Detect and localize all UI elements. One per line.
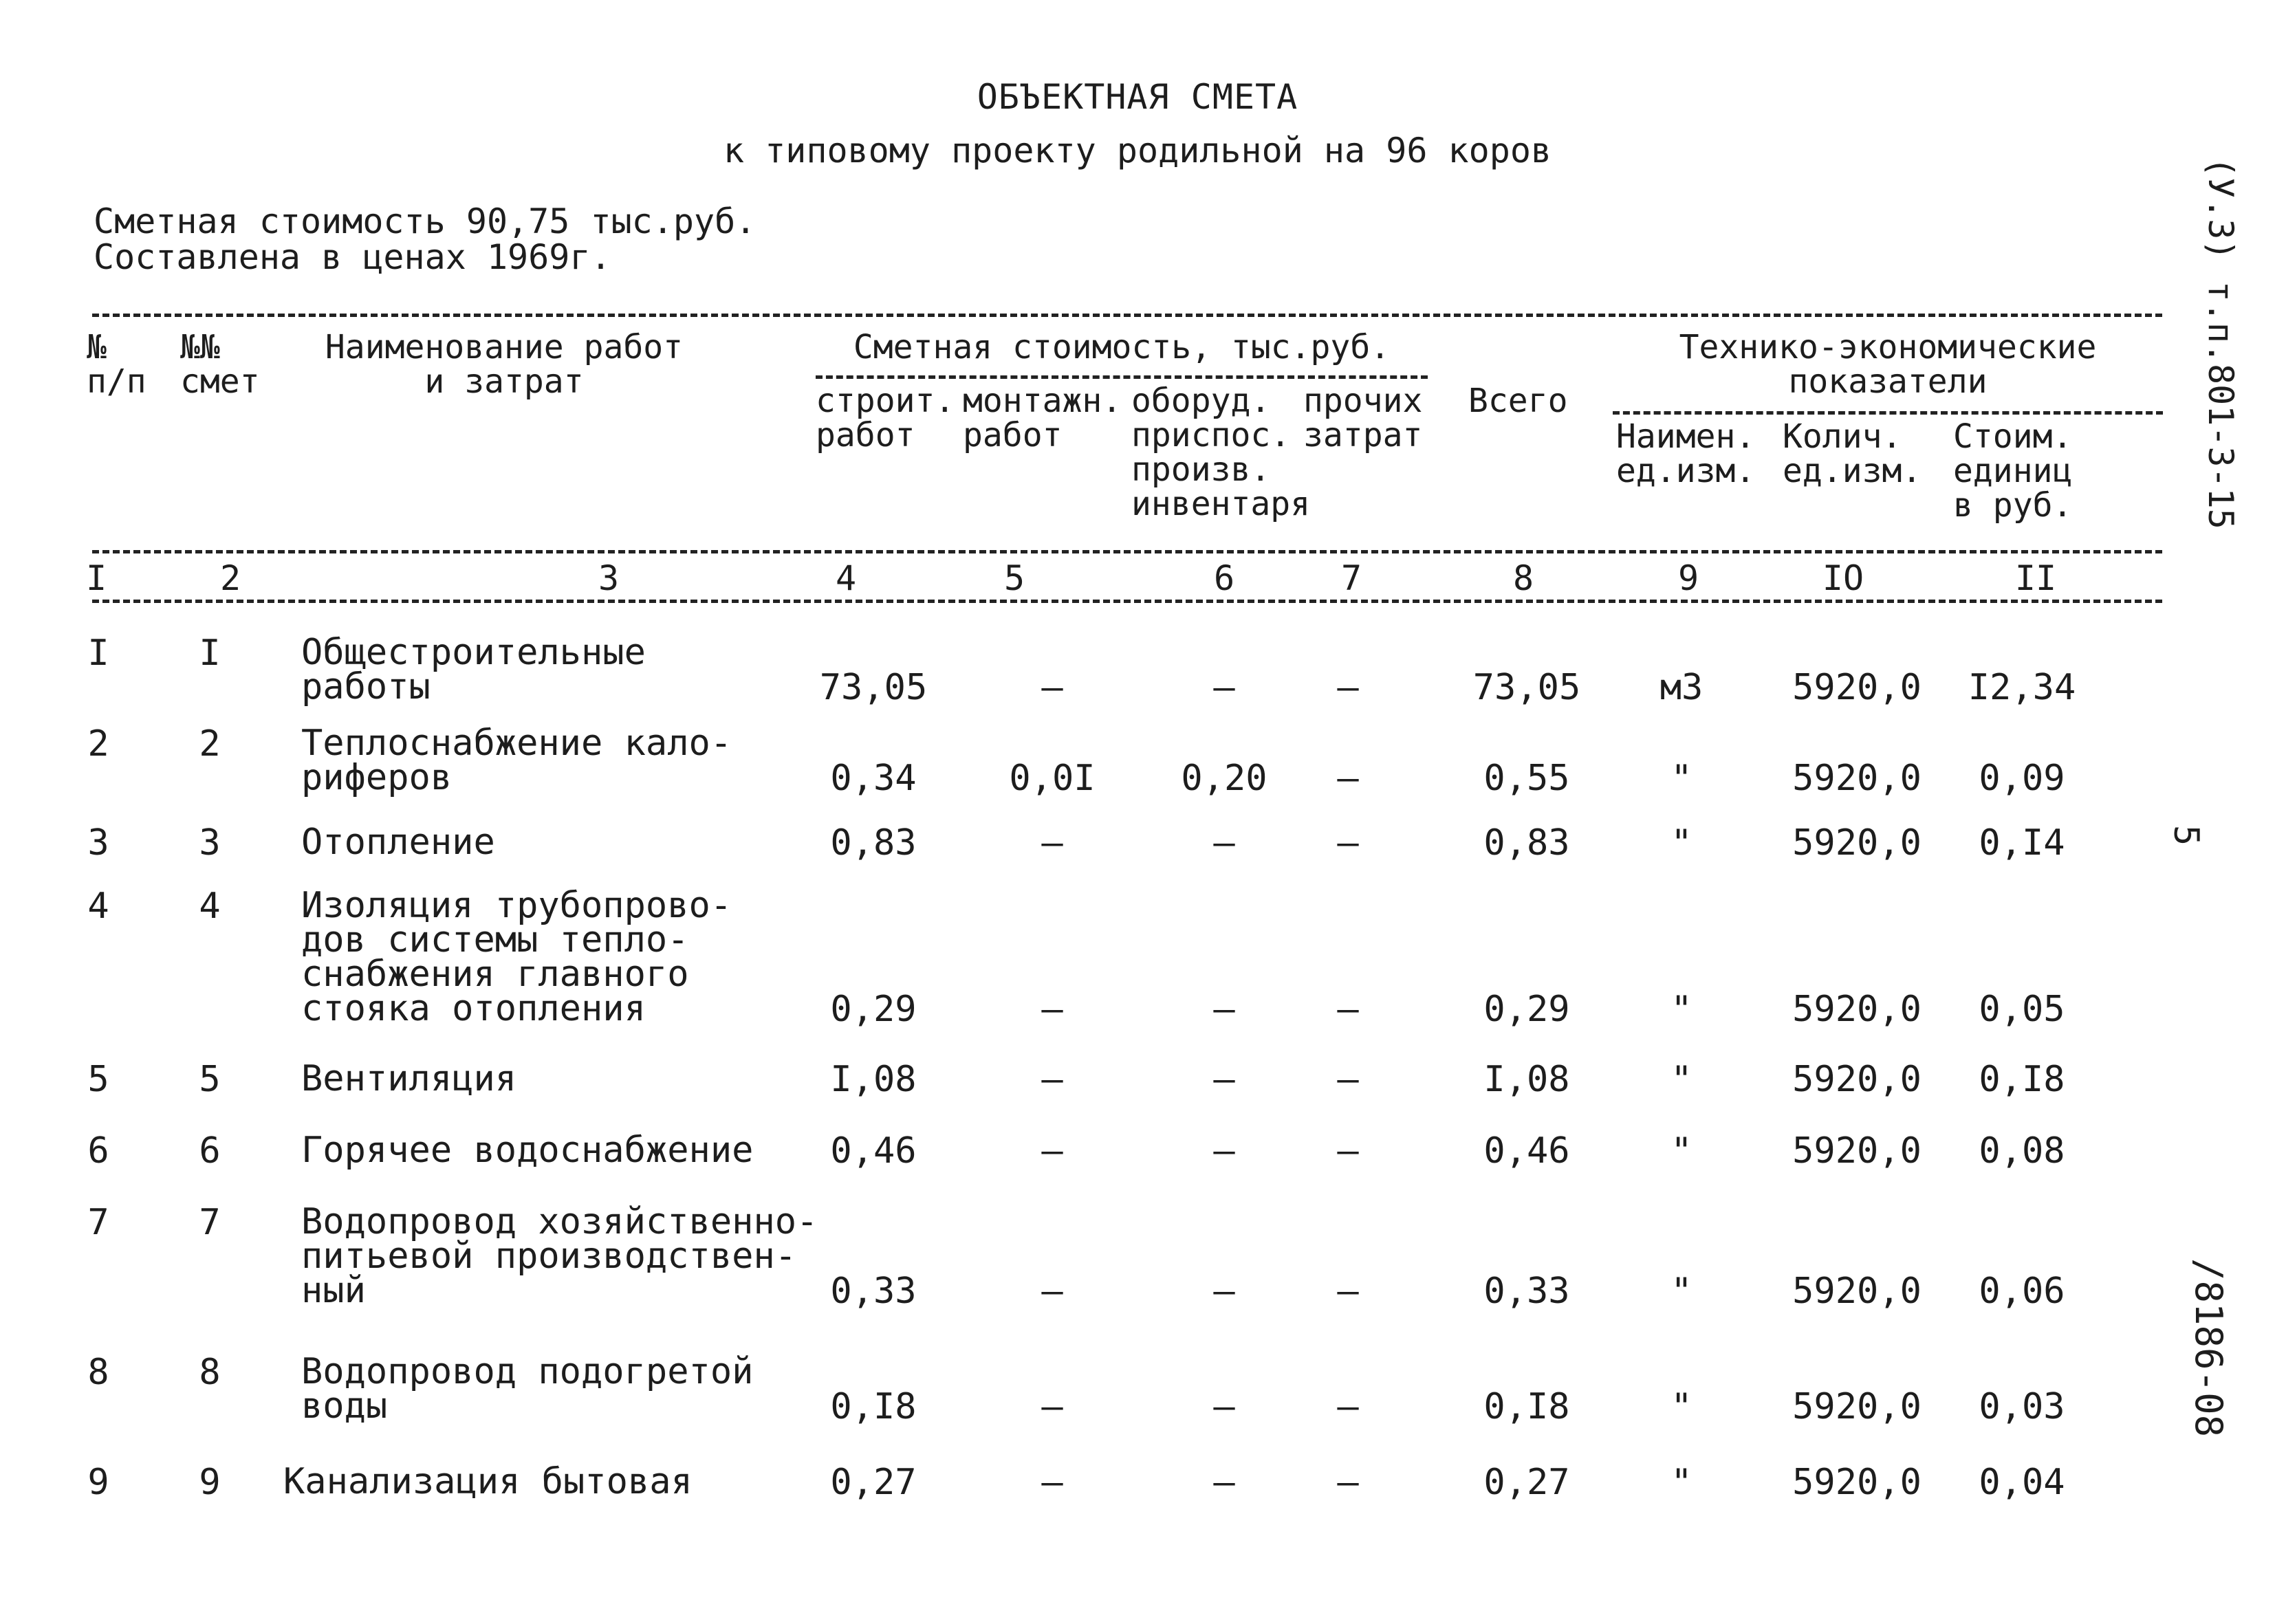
unit-cost-cell: 0,I8 [1979, 1059, 2065, 1100]
row-number-cell: I [87, 633, 109, 674]
unit-cost-cell: 0,05 [1979, 989, 2065, 1030]
unit-cell: " [1670, 1386, 1692, 1427]
document-title: ОБЪЕКТНАЯ СМЕТА [977, 77, 1298, 117]
unit-cost-cell: 0,04 [1979, 1462, 2065, 1503]
header-total: Всего [1468, 382, 1568, 420]
unit-cell: " [1670, 1462, 1692, 1503]
unit-cost-cell: 0,06 [1979, 1271, 2065, 1312]
installation-cost-cell: – [1041, 1271, 1063, 1312]
equipment-cost-cell: 0,20 [1181, 758, 1267, 799]
work-name-cell: Теплоснабжение кало- риферов [301, 723, 732, 798]
column-number: 6 [1213, 558, 1235, 598]
construction-cost-cell: 0,46 [830, 1130, 917, 1172]
total-cost-cell: 0,33 [1483, 1271, 1570, 1312]
unit-cell: " [1670, 989, 1692, 1030]
quantity-cell: 5920,0 [1792, 667, 1922, 708]
work-name-cell: Общестроительные работы [301, 632, 646, 707]
column-number: 8 [1512, 558, 1534, 598]
other-cost-cell: – [1337, 822, 1359, 864]
installation-cost-cell: – [1041, 1059, 1063, 1100]
header-estimate-no: №№ смет [180, 328, 260, 401]
row-number-cell: 9 [87, 1462, 109, 1503]
installation-cost-cell: – [1041, 667, 1063, 708]
estimate-number-cell: 9 [199, 1462, 221, 1503]
other-cost-cell: – [1337, 667, 1359, 708]
total-cost-cell: 0,83 [1483, 822, 1570, 864]
estimate-number-cell: 7 [199, 1202, 221, 1243]
project-code-note: (У.3) т.п.801-3-15 [2201, 157, 2241, 529]
construction-cost-cell: 0,27 [830, 1462, 917, 1503]
unit-cost-cell: 0,09 [1979, 758, 2065, 799]
column-number: 3 [598, 558, 620, 598]
unit-cost-cell: 0,I4 [1979, 822, 2065, 864]
construction-cost-cell: 0,33 [830, 1271, 917, 1312]
installation-cost-cell: – [1041, 989, 1063, 1030]
column-number: 9 [1677, 558, 1699, 598]
quantity-cell: 5920,0 [1792, 822, 1922, 864]
work-name-cell: Вентиляция [301, 1058, 517, 1099]
header-name: Наименование работ и затрат [325, 328, 684, 401]
header-construction: строит. работ [816, 382, 955, 454]
other-cost-cell: – [1337, 1271, 1359, 1312]
estimate-number-cell: 4 [199, 886, 221, 927]
quantity-cell: 5920,0 [1792, 1130, 1922, 1172]
unit-cell: " [1670, 758, 1692, 799]
work-name-cell: Водопровод хозяйственно- питьевой производствен- ный [301, 1201, 818, 1311]
estimate-number-cell: 5 [199, 1059, 221, 1100]
page-number: 5 [2166, 825, 2206, 846]
column-number: 4 [835, 558, 857, 598]
installation-cost-cell: 0,0I [1009, 758, 1096, 799]
other-cost-cell: – [1337, 1059, 1359, 1100]
header-tech-group: Технико-экономические показатели [1679, 328, 2097, 401]
quantity-cell: 5920,0 [1792, 758, 1922, 799]
other-cost-cell: – [1337, 758, 1359, 799]
total-cost-cell: 0,55 [1483, 758, 1570, 799]
row-number-cell: 2 [87, 723, 109, 765]
equipment-cost-cell: – [1213, 1462, 1235, 1503]
construction-cost-cell: 73,05 [819, 667, 928, 708]
tech-group-rule [1613, 411, 2163, 415]
estimate-number-cell: 8 [199, 1352, 221, 1393]
total-cost-cell: 0,29 [1483, 989, 1570, 1030]
column-numbers-rule [92, 600, 2162, 603]
header-quantity: Колич. ед.изм. [1783, 417, 1922, 490]
column-number: 5 [1003, 558, 1025, 598]
row-number-cell: 5 [87, 1059, 109, 1100]
header-no: № п/п [87, 328, 146, 401]
prices-year-line: Составлена в ценах 1969г. [94, 237, 611, 277]
header-other: прочих затрат [1303, 382, 1423, 454]
other-cost-cell: – [1337, 1462, 1359, 1503]
work-name-cell: Горячее водоснабжение [301, 1130, 754, 1171]
equipment-cost-cell: – [1213, 667, 1235, 708]
row-number-cell: 6 [87, 1130, 109, 1172]
header-cost-group: Сметная стоимость, тыс.руб. [853, 328, 1391, 366]
header-installation: монтажн. работ [963, 382, 1122, 454]
column-number: IO [1822, 558, 1864, 598]
unit-cell: " [1670, 1130, 1692, 1172]
quantity-cell: 5920,0 [1792, 989, 1922, 1030]
header-equipment: оборуд. приспос. произв. инвентаря [1131, 382, 1311, 523]
estimate-number-cell: 2 [199, 723, 221, 765]
quantity-cell: 5920,0 [1792, 1059, 1922, 1100]
installation-cost-cell: – [1041, 1130, 1063, 1172]
column-number: 2 [219, 558, 241, 598]
total-cost-cell: 73,05 [1472, 667, 1581, 708]
row-number-cell: 3 [87, 822, 109, 864]
equipment-cost-cell: – [1213, 1059, 1235, 1100]
work-name-cell: Изоляция трубопрово- дов системы тепло- снабжения главного стояка отопления [301, 885, 732, 1029]
installation-cost-cell: – [1041, 1386, 1063, 1427]
work-name-cell: Водопровод подогретой воды [301, 1351, 754, 1427]
other-cost-cell: – [1337, 989, 1359, 1030]
document-number-note: /8186-08 [2187, 1258, 2230, 1438]
column-number: I [85, 558, 107, 598]
unit-cell: " [1670, 822, 1692, 864]
estimate-number-cell: I [199, 633, 221, 674]
total-cost-cell: 0,I8 [1483, 1386, 1570, 1427]
cost-group-rule [816, 375, 1428, 379]
work-name-cell: Отопление [301, 822, 495, 863]
document-subtitle: к типовому проекту родильной на 96 коров [723, 131, 1552, 171]
equipment-cost-cell: – [1213, 822, 1235, 864]
unit-cost-cell: 0,03 [1979, 1386, 2065, 1427]
equipment-cost-cell: – [1213, 989, 1235, 1030]
table-top-rule [92, 314, 2162, 317]
construction-cost-cell: I,08 [830, 1059, 917, 1100]
quantity-cell: 5920,0 [1792, 1462, 1922, 1503]
unit-cell: " [1670, 1271, 1692, 1312]
estimate-number-cell: 6 [199, 1130, 221, 1172]
construction-cost-cell: 0,29 [830, 989, 917, 1030]
construction-cost-cell: 0,34 [830, 758, 917, 799]
unit-cell: м3 [1659, 667, 1703, 708]
quantity-cell: 5920,0 [1792, 1271, 1922, 1312]
header-unit-cost: Стоим. единиц в руб. [1953, 417, 2073, 525]
construction-cost-cell: 0,83 [830, 822, 917, 864]
equipment-cost-cell: – [1213, 1130, 1235, 1172]
other-cost-cell: – [1337, 1130, 1359, 1172]
work-name-cell: Канализация бытовая [283, 1461, 693, 1502]
equipment-cost-cell: – [1213, 1386, 1235, 1427]
estimate-number-cell: 3 [199, 822, 221, 864]
unit-cost-cell: I2,34 [1968, 667, 2076, 708]
total-cost-cell: I,08 [1483, 1059, 1570, 1100]
other-cost-cell: – [1337, 1386, 1359, 1427]
column-number: 7 [1340, 558, 1362, 598]
column-number: II [2014, 558, 2057, 598]
row-number-cell: 4 [87, 886, 109, 927]
estimated-cost-line: Сметная стоимость 90,75 тыс.руб. [94, 201, 756, 241]
header-bottom-rule [92, 550, 2162, 553]
total-cost-cell: 0,27 [1483, 1462, 1570, 1503]
installation-cost-cell: – [1041, 822, 1063, 864]
row-number-cell: 7 [87, 1202, 109, 1243]
installation-cost-cell: – [1041, 1462, 1063, 1503]
quantity-cell: 5920,0 [1792, 1386, 1922, 1427]
equipment-cost-cell: – [1213, 1271, 1235, 1312]
unit-cell: " [1670, 1059, 1692, 1100]
header-unit: Наимен. ед.изм. [1616, 417, 1756, 490]
construction-cost-cell: 0,I8 [830, 1386, 917, 1427]
unit-cost-cell: 0,08 [1979, 1130, 2065, 1172]
row-number-cell: 8 [87, 1352, 109, 1393]
total-cost-cell: 0,46 [1483, 1130, 1570, 1172]
